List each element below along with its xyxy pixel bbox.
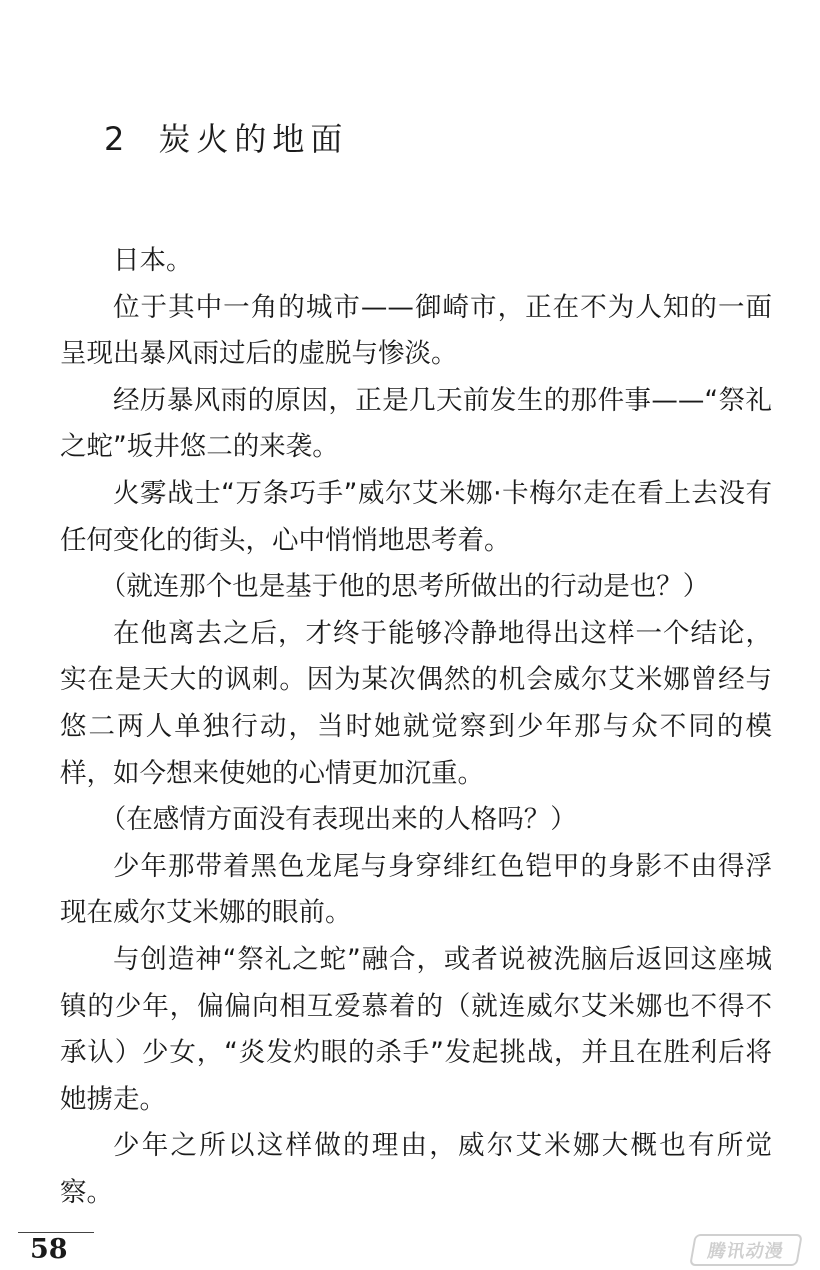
- chapter-number: 2: [104, 120, 131, 159]
- paragraph: 火雾战士“万条巧手”威尔艾米娜·卡梅尔走在看上去没有任何变化的街头，心中悄悄地思考着。: [60, 477, 772, 556]
- paragraph: 在他离去之后，才终于能够冷静地得出这样一个结论，实在是天大的讽刺。因为某次偶然的机会威尔艾米娜曾经与悠二两人单独行动，当时她就觉察到少年那与众不同的模样，如今想来使她的心情更加沉重。: [60, 617, 772, 789]
- chapter-title-text: 炭火的地面: [158, 120, 349, 159]
- chapter-title: [104, 117, 348, 161]
- paragraph: 经历暴风雨的原因，正是几天前发生的那件事——“祭礼之蛇”坂井悠二的来袭。: [60, 384, 772, 463]
- paragraph: 少年之所以这样做的理由，威尔艾米娜大概也有所觉察。: [60, 1130, 772, 1208]
- paragraph: 日本。: [113, 245, 193, 276]
- paragraph: 与创造神“祭礼之蛇”融合，或者说被洗脑后返回这座城镇的少年，偏偏向相互爱慕着的（就连威尔艾米娜也不得不承认）少女，“炎发灼眼的杀手”发起挑战，并且在胜利后将她掳走。: [60, 943, 772, 1115]
- inner-thought-paragraph: （就连那个也是基于他的思考所做出的行动是也？）: [99, 571, 710, 603]
- page-number: 58: [30, 1234, 68, 1265]
- inner-thought-paragraph: （在感情方面没有表现出来的人格吗？）: [99, 804, 577, 836]
- body-text: [60, 238, 772, 1216]
- watermark-logo: 腾讯动漫: [689, 1234, 803, 1266]
- paragraph: 位于其中一角的城市——御崎市，正在不为人知的一面呈现出暴风雨过后的虚脱与惨淡。: [60, 291, 772, 370]
- paragraph: 少年那带着黑色龙尾与身穿绯红色铠甲的身影不由得浮现在威尔艾米娜的眼前。: [60, 850, 772, 929]
- footer-rule: [18, 1232, 94, 1233]
